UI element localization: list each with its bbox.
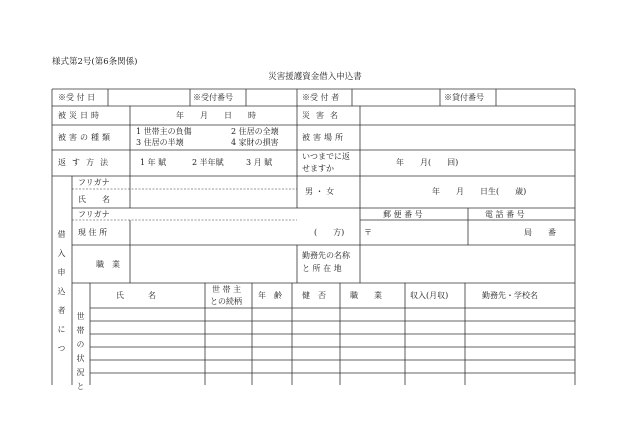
loan-number-label: ※貸付番号 (444, 93, 484, 102)
disaster-datetime-label: 被災日時 (58, 111, 102, 120)
workplace-label-line2: と 所 在 地 (302, 264, 342, 273)
applicant-side-label: 借入申込者につ (57, 230, 66, 363)
form-number: 様式第2号(第6条関係) (52, 57, 138, 67)
household-header-relation-line1: 世 帯 主 (212, 285, 242, 294)
reception-date-label: ※受 付 日 (58, 93, 96, 102)
reception-receiver-label: ※受 付 者 (302, 93, 340, 102)
address-paren: ( 方) (314, 228, 345, 237)
repayment-option-half-yearly: 2 半年賦 (192, 158, 224, 167)
household-side-label: 世帯の状況と (76, 312, 85, 396)
address-label: 現 住 所 (78, 228, 108, 237)
household-header-name: 氏 名 (116, 291, 156, 300)
applicant-birthdate: 年 月 日生( 歳) (432, 187, 527, 196)
damage-option-2: 2 住居の全壊 (231, 127, 279, 136)
repayment-method-label: 返す方法 (58, 158, 114, 167)
phone-number-label: 電 話 番 号 (485, 210, 525, 219)
damage-type-label: 被害の種類 (58, 133, 113, 142)
workplace-label-line1: 勤務先の名称 (302, 251, 350, 260)
household-header-relation-line2: との続柄 (210, 297, 242, 306)
household-header-income: 収入(月収) (410, 291, 449, 300)
damage-location-label: 被害場所 (302, 133, 346, 142)
repayment-until-label-line1: いつまでに返 (302, 152, 350, 161)
household-header-health: 健 否 (302, 291, 326, 300)
household-header-workplace-school: 勤務先・学校名 (482, 291, 538, 300)
disaster-datetime-value: 年 月 日 時 (176, 111, 256, 120)
household-header-age: 年 齢 (258, 291, 282, 300)
household-header-occupation: 職 業 (350, 291, 382, 300)
repayment-option-monthly: 3 月 賦 (246, 158, 273, 167)
phone-bureau-label: 局 番 (524, 228, 556, 237)
applicant-furigana-label: フリガナ (78, 178, 110, 187)
address-furigana-label: フリガナ (78, 210, 110, 219)
damage-option-4: 4 家財の損害 (231, 138, 279, 147)
reception-number-label: ※受付番号 (193, 93, 233, 102)
damage-option-3: 3 住居の半壊 (136, 138, 184, 147)
form-title: 災害援護資金借入申込書 (268, 72, 362, 82)
postal-code-label: 郵 便 番 号 (383, 210, 423, 219)
applicant-name-label: 氏 名 (78, 195, 110, 204)
postal-mark: 〒 (364, 228, 372, 237)
disaster-name-label: 災害名 (302, 111, 344, 120)
repayment-option-yearly: 1 年 賦 (140, 158, 167, 167)
applicant-gender: 男 ・ 女 (305, 187, 335, 196)
occupation-label: 職 業 (96, 260, 120, 269)
damage-option-1: 1 世帯主の負傷 (136, 127, 192, 136)
repayment-until-label-line2: せますか (302, 164, 334, 173)
repayment-until-value: 年 月( 回) (396, 158, 459, 167)
